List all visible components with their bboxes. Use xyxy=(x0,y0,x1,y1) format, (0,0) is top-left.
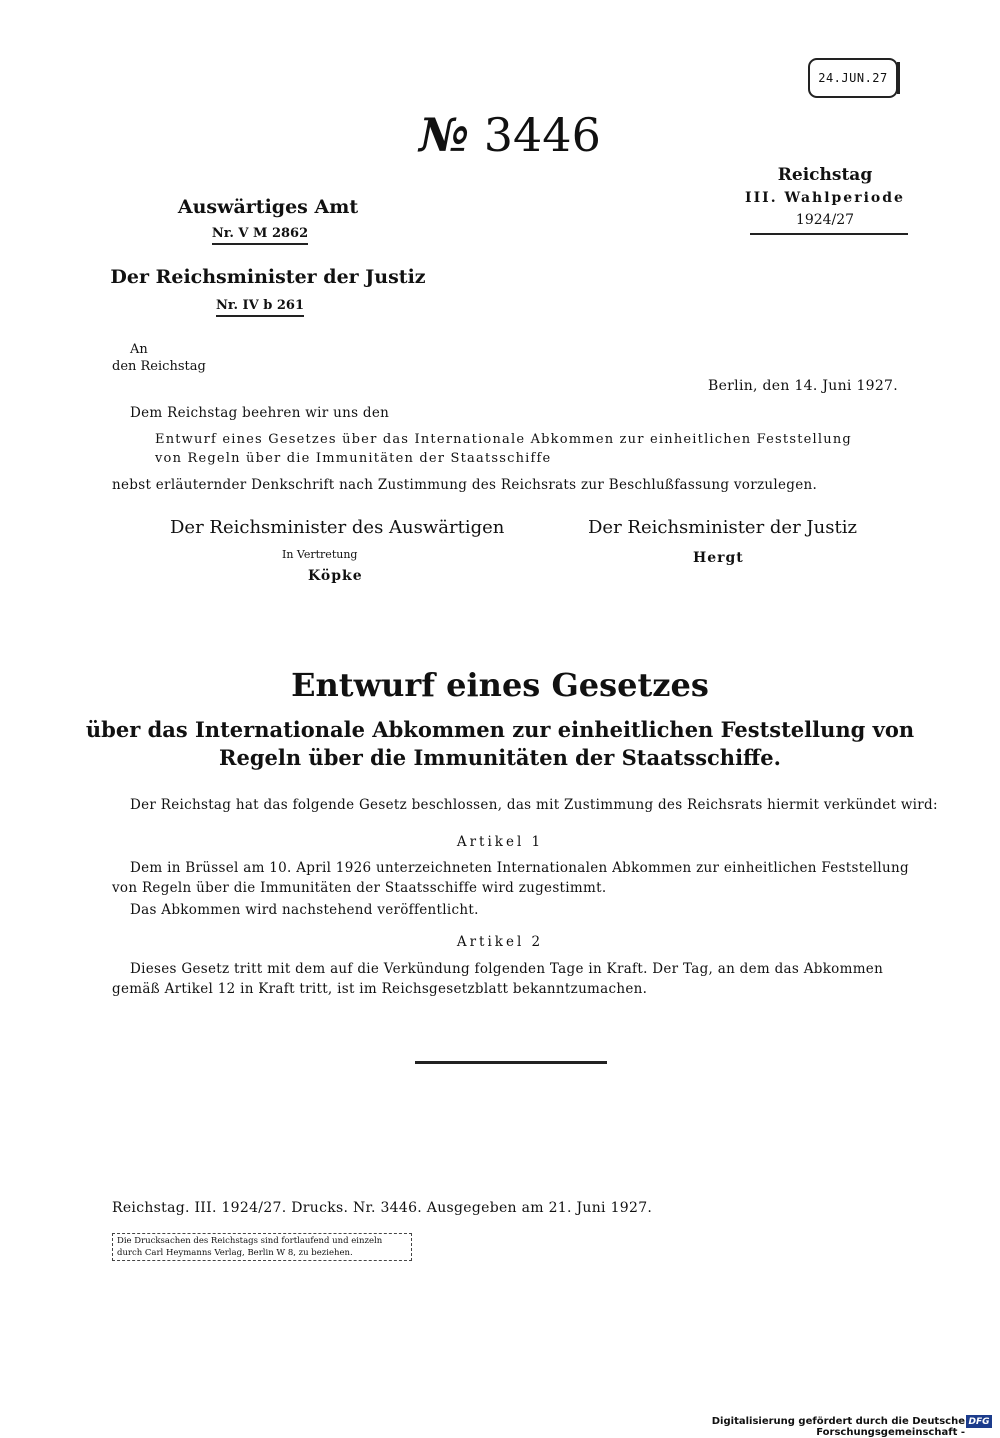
stamp-margin-mark xyxy=(897,62,900,94)
signature-left-sub: In Vertretung xyxy=(282,548,358,561)
wahlperiode: III. Wahlperiode xyxy=(745,190,905,206)
reichstag-heading: Reichstag xyxy=(777,165,873,185)
signature-right-name: Hergt xyxy=(693,550,744,566)
dfg-logo: DFG xyxy=(966,1415,992,1428)
draft-title-line-1: Entwurf eines Gesetzes über das Internationale Abkommen zur einheitlichen Feststellung xyxy=(155,432,852,447)
signature-left-title: Der Reichsminister des Auswärtigen xyxy=(170,517,505,538)
letter-closing: nebst erläuternder Denkschrift nach Zustimmung des Reichsrats zur Beschlußfassung vorzulegen. xyxy=(112,477,818,493)
document-number xyxy=(380,108,640,162)
draft-title-line-2: von Regeln über die Immunitäten der Staatsschiffe xyxy=(155,451,552,466)
law-subtitle xyxy=(0,716,1000,772)
reichstag-underline xyxy=(750,233,908,235)
article-1-line-2: von Regeln über die Immunitäten der Staatsschiffe wird zugestimmt. xyxy=(112,880,607,896)
sender-justiz: Der Reichsminister der Justiz xyxy=(110,266,426,288)
publisher-notice-line-1: Die Drucksachen des Reichstags sind fortlaufend und einzeln xyxy=(117,1236,383,1246)
sender-auswaertiges-amt: Auswärtiges Amt xyxy=(177,196,359,218)
digitization-credit: Digitalisierung gefördert durch die Deutsche Forschungsgemeinschaft - xyxy=(711,1416,965,1438)
received-date-stamp: 24.JUN.27 xyxy=(808,58,898,98)
article-2-line-1: Dieses Gesetz tritt mit dem auf die Verkündung folgenden Tage in Kraft. Der Tag, an dem das Abkommen xyxy=(130,961,884,977)
law-preamble: Der Reichstag hat das folgende Gesetz beschlossen, das mit Zustimmung des Reichsrats hiermit verkündet wird: xyxy=(130,797,938,813)
date-line: Berlin, den 14. Juni 1927. xyxy=(708,378,899,394)
article-2-heading: Artikel 2 xyxy=(456,934,544,950)
footer-print-line: Reichstag. III. 1924/27. Drucks. Nr. 3446. Ausgegeben am 21. Juni 1927. xyxy=(112,1200,653,1216)
auswaertiges-ref-number: Nr. V M 2862 xyxy=(212,226,308,245)
letter-intro: Dem Reichstag beehren wir uns den xyxy=(130,405,390,421)
address-recipient: den Reichstag xyxy=(112,359,206,374)
signature-left-name: Köpke xyxy=(308,568,363,584)
number-sign: № xyxy=(419,108,470,162)
article-1-line-3: Das Abkommen wird nachstehend veröffentlicht. xyxy=(130,902,479,918)
law-subtitle-line-2: Regeln über die Immunitäten der Staatsschiffe. xyxy=(219,745,781,770)
article-2-line-2: gemäß Artikel 12 in Kraft tritt, ist im Reichsgesetzblatt bekanntzumachen. xyxy=(112,981,648,997)
law-title: Entwurf eines Gesetzes xyxy=(291,666,709,704)
signature-right-title: Der Reichsminister der Justiz xyxy=(588,517,857,538)
sender-auswaertiges-ref xyxy=(200,226,320,241)
sender-justiz-ref xyxy=(200,298,320,313)
document-number-value: 3446 xyxy=(483,108,601,162)
end-rule xyxy=(415,1061,607,1064)
publisher-notice xyxy=(112,1233,412,1261)
article-1-line-1: Dem in Brüssel am 10. April 1926 unterzeichneten Internationalen Abkommen zur einheitlichen Feststellung xyxy=(130,860,909,876)
law-subtitle-line-1: über das Internationale Abkommen zur einheitlichen Feststellung von xyxy=(85,717,915,742)
article-1-heading: Artikel 1 xyxy=(456,834,544,850)
publisher-notice-line-2: durch Carl Heymanns Verlag, Berlin W 8, zu beziehen. xyxy=(117,1248,353,1258)
session-years: 1924/27 xyxy=(795,212,855,228)
address-an: An xyxy=(130,342,148,357)
justiz-ref-number: Nr. IV b 261 xyxy=(216,298,304,317)
